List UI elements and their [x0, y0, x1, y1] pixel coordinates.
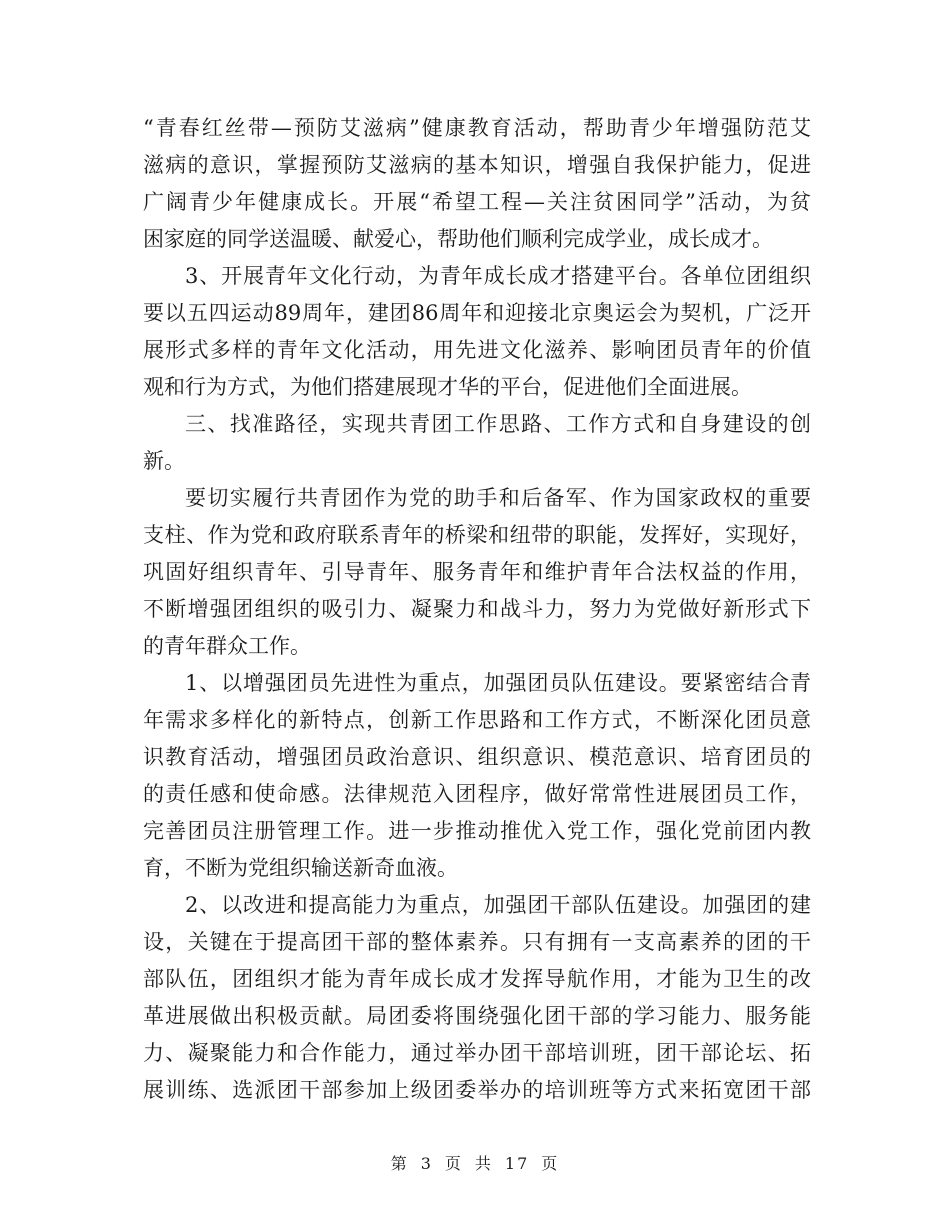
- footer-current-page: 3: [420, 1154, 433, 1173]
- text-line: 支柱、作为党和政府联系青年的桥梁和纽带的职能，发挥好，实现好，: [143, 523, 811, 547]
- text-line: 2、以改进和提高能力为重点，加强团干部队伍建设。加强团的建: [185, 893, 811, 917]
- text-line: 1、以增强团员先进性为重点，加强团员队伍建设。要紧密结合青: [185, 671, 811, 695]
- text-line: 3、开展青年文化行动，为青年成长成才搭建平台。各单位团组织: [185, 264, 811, 288]
- page-footer: [0, 1153, 950, 1175]
- text-line: 识教育活动，增强团员政治意识、组织意识、模范意识、培育团员的: [143, 745, 811, 769]
- text-line: 的责任感和使命感。法律规范入团程序，做好常常性进展团员工作，: [143, 782, 811, 806]
- text-line: 不断增强团组织的吸引力、凝聚力和战斗力，努力为党做好新形式下: [143, 597, 811, 621]
- text-line: 滋病的意识，掌握预防艾滋病的基本知识，增强自我保护能力，促进: [143, 153, 811, 177]
- text-line: 要切实履行共青团作为党的助手和后备军、作为国家政权的重要: [185, 486, 811, 510]
- document-body: [143, 110, 811, 1109]
- text-line: 力、凝聚能力和合作能力，通过举办团干部培训班，团干部论坛、拓: [143, 1041, 811, 1065]
- footer-total-pages: 17: [504, 1154, 530, 1173]
- text-line: 要以五四运动89周年，建团86周年和迎接北京奥运会为契机，广泛开: [143, 301, 811, 325]
- paragraph: [143, 110, 811, 258]
- text-line: 巩固好组织青年、引导青年、服务青年和维护青年合法权益的作用，: [143, 560, 811, 584]
- paragraph: [143, 258, 811, 406]
- text-line: 新。: [143, 449, 185, 473]
- text-line: 三、找准路径，实现共青团工作思路、工作方式和自身建设的创: [185, 412, 811, 436]
- text-line: 完善团员注册管理工作。进一步推动推优入党工作，强化党前团内教: [143, 819, 811, 843]
- text-line: 革进展做出积极贡献。局团委将围绕强化团干部的学习能力、服务能: [143, 1004, 811, 1028]
- paragraph: [143, 887, 811, 1109]
- text-line: 育，不断为党组织输送新奇血液。: [143, 856, 458, 880]
- text-line: 的青年群众工作。: [143, 634, 311, 658]
- paragraph: [143, 406, 811, 480]
- text-line: 年需求多样化的新特点，创新工作思路和工作方式，不断深化团员意: [143, 708, 811, 732]
- paragraph: [143, 480, 811, 665]
- footer-page-word: 页: [444, 1154, 463, 1173]
- paragraph: [143, 665, 811, 887]
- text-line: 观和行为方式，为他们搭建展现才华的平台，促进他们全面进展。: [143, 375, 752, 399]
- text-line: 展形式多样的青年文化活动，用先进文化滋养、影响团员青年的价值: [143, 338, 811, 362]
- text-line: 设，关键在于提高团干部的整体素养。只有拥有一支高素养的团的干: [143, 930, 811, 954]
- footer-prefix: 第: [390, 1154, 409, 1173]
- text-line: 部队伍，团组织才能为青年成长成才发挥导航作用，才能为卫生的改: [143, 967, 811, 991]
- text-line: 展训练、选派团干部参加上级团委举办的培训班等方式来拓宽团干部: [143, 1078, 811, 1102]
- footer-suffix: 页: [541, 1154, 560, 1173]
- footer-total-word: 共: [474, 1154, 493, 1173]
- text-line: 广阔青少年健康成长。开展“希望工程—关注贫困同学”活动，为贫: [143, 190, 811, 214]
- text-line: 困家庭的同学送温暖、献爱心，帮助他们顺利完成学业，成长成才。: [143, 227, 773, 251]
- text-line: “青春红丝带—预防艾滋病”健康教育活动，帮助青少年增强防范艾: [143, 116, 811, 140]
